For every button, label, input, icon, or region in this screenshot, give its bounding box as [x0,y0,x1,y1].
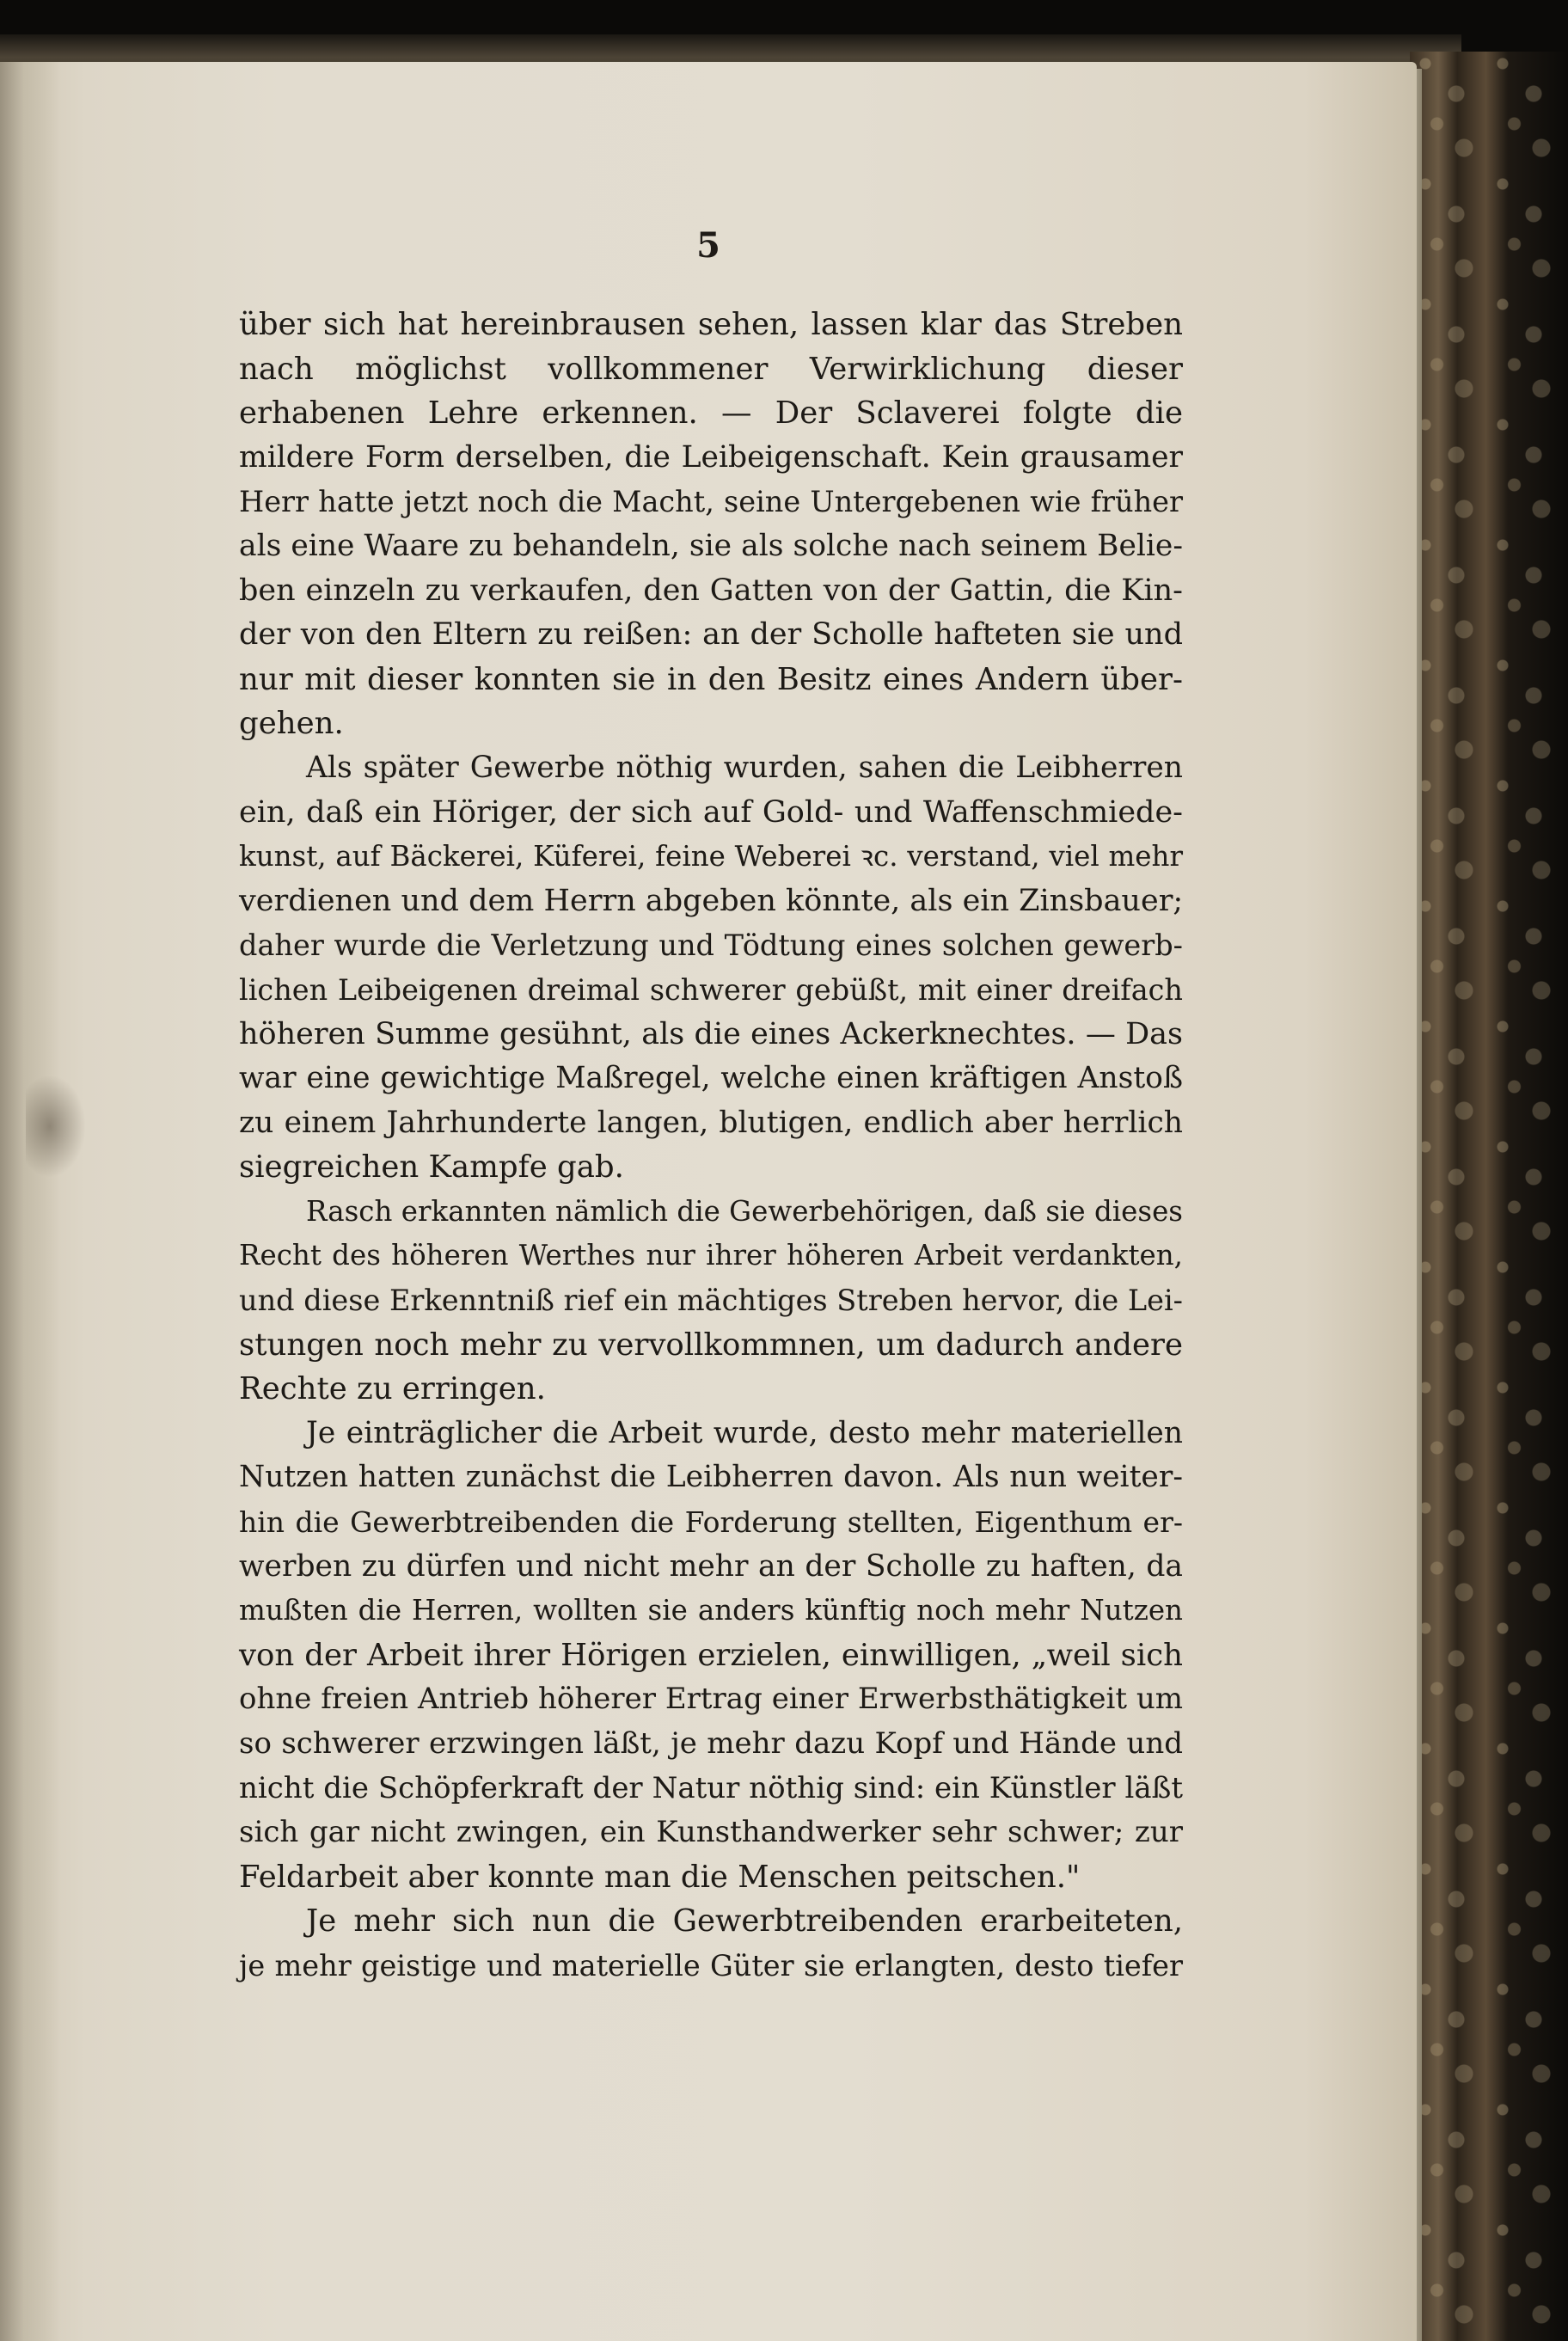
paper-crease [26,1075,86,1178]
text-line: je mehr geistige und materielle Güter sie erlangten, desto tiefer [239,1948,1183,1982]
text-line: sich gar nicht zwingen, ein Kunsthandwerker sehr schwer; zur [239,1815,1183,1850]
text-line: kunst, auf Bäckerei, Küferei, feine Weberei ꝛc. verstand, viel mehr [239,840,1183,873]
text-line: zu einem Jahrhunderte langen, blutigen, endlich aber herrlich [239,1105,1183,1140]
text-line: nur mit dieser konnten sie in den Besitz eines Andern über- [239,661,1183,697]
body-text [239,303,1183,1989]
text-line: Je mehr sich nun die Gewerbtreibenden erarbeiteten, [306,1903,1183,1940]
text-line: nicht die Schöpferkraft der Natur nöthig sind: ein Künstler läßt [239,1770,1183,1805]
text-line: und diese Erkenntniß rief ein mächtiges Streben hervor, die Lei- [239,1284,1183,1318]
text-line: ein, daß ein Höriger, der sich auf Gold- und Waffenschmiede- [239,794,1183,830]
text-line: mildere Form derselben, die Leibeigenschaft. Kein grausamer [239,439,1183,475]
text-line: als eine Waare zu behandeln, sie als solche nach seinem Belie- [239,528,1183,563]
text-line: Als später Gewerbe nöthig wurden, sahen die Leibherren [306,750,1183,785]
text-line: war eine gewichtige Maßregel, welche einen kräftigen Anstoß [239,1061,1183,1096]
text-line: so schwerer erzwingen läßt, je mehr dazu Kopf und Hände und [239,1726,1183,1761]
text-line: stungen noch mehr zu vervollkommnen, um dadurch andere [239,1327,1183,1363]
text-line: erhabenen Lehre erkennen. — Der Sclaverei folgte die [239,395,1183,432]
text-line: Rechte zu erringen. [239,1371,546,1407]
text-line: mußten die Herren, wollten sie anders künftig noch mehr Nutzen [239,1594,1183,1627]
text-line: Je einträglicher die Arbeit wurde, desto mehr materiellen [306,1415,1183,1450]
book-gutter-shadow [0,62,60,2341]
text-line: über sich hat hereinbrausen sehen, lassen klar das Streben [239,307,1183,342]
page-number: 5 [696,225,720,266]
text-line: siegreichen Kampfe gab. [239,1149,624,1186]
text-line: Herr hatte jetzt noch die Macht, seine Untergebenen wie früher [239,485,1183,519]
text-line: Rasch erkannten nämlich die Gewerbehörigen, daß sie dieses [306,1194,1183,1228]
text-line: ohne freien Antrieb höherer Ertrag einer Erwerbsthätigkeit um [239,1682,1183,1717]
text-line: Nutzen hatten zunächst die Leibherren davon. Als nun weiter- [239,1460,1183,1495]
text-line: hin die Gewerbtreibenden die Forderung stellten, Eigenthum er- [239,1505,1183,1540]
text-line: ben einzeln zu verkaufen, den Gatten von der Gattin, die Kin- [239,573,1183,608]
text-line: von der Arbeit ihrer Hörigen erzielen, einwilligen, „weil sich [239,1637,1183,1673]
text-line: daher wurde die Verletzung und Tödtung eines solchen gewerb- [239,928,1183,963]
text-line: Recht des höheren Werthes nur ihrer höheren Arbeit verdankten, [239,1239,1183,1272]
text-line: Feldarbeit aber konnte man die Menschen peitschen." [239,1859,1081,1895]
text-line: lichen Leibeigenen dreimal schwerer gebüßt, mit einer dreifach [239,972,1183,1007]
text-line: höheren Summe gesühnt, als die eines Ackerknechtes. — Das [239,1016,1183,1051]
text-line: gehen. [239,706,344,742]
text-line: werben zu dürfen und nicht mehr an der Scholle zu haften, da [239,1548,1183,1584]
text-line: der von den Eltern zu reißen: an der Scholle hafteten sie und [239,617,1183,653]
text-line: nach möglichst vollkommener Verwirklichung dieser [239,351,1183,387]
text-line: verdienen und dem Herrn abgeben könnte, als ein Zinsbauer; [239,883,1184,918]
marbled-cover-edge [1410,52,1568,2341]
